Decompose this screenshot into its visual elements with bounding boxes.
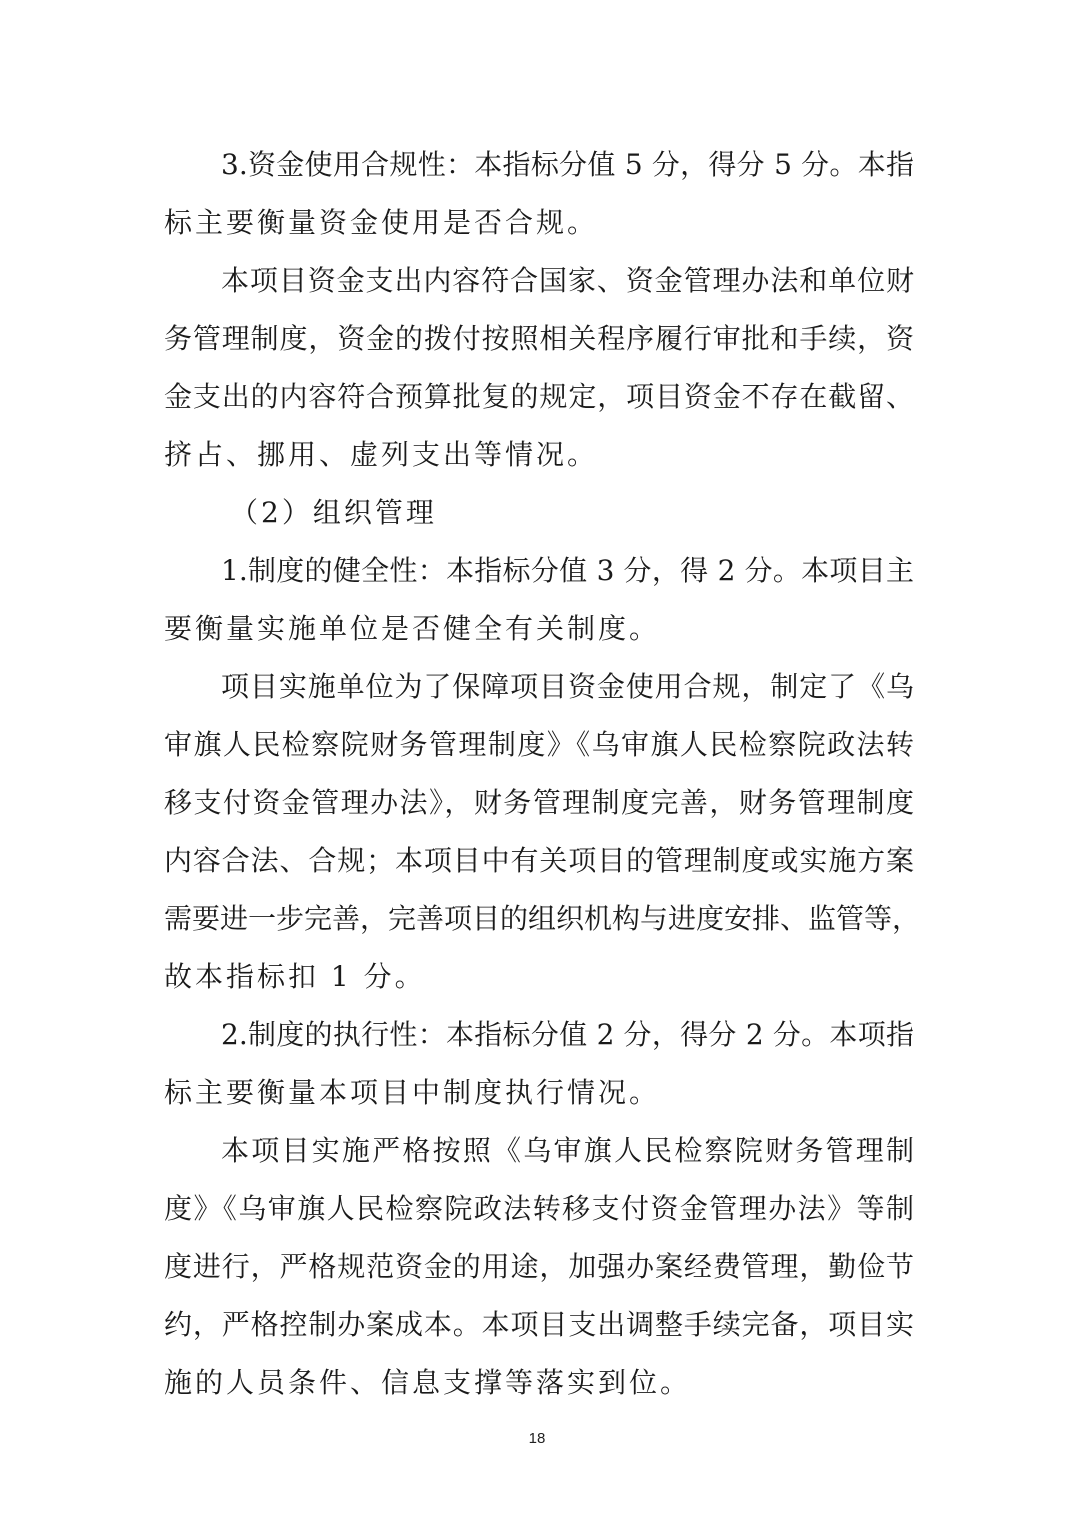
document-body bbox=[164, 136, 921, 1412]
paragraph-line: 审旗人民检察院财务管理制度》《乌审旗人民检察院政法转 bbox=[164, 728, 914, 761]
paragraph-line: 金支出的内容符合预算批复的规定，项目资金不存在截留、 bbox=[164, 380, 914, 413]
paragraph-line: 3.资金使用合规性：本指标分值 5 分，得分 5 分。本指 bbox=[221, 148, 914, 181]
paragraph-line: 故本指标扣 1 分。 bbox=[164, 960, 426, 993]
paragraph-line: 务管理制度，资金的拨付按照相关程序履行审批和手续，资 bbox=[164, 322, 914, 355]
paragraph-line: 标主要衡量资金使用是否合规。 bbox=[164, 206, 599, 239]
paragraph-line: 项目实施单位为了保障项目资金使用合规，制定了《乌 bbox=[221, 670, 914, 703]
paragraph-line: 约，严格控制办案成本。本项目支出调整手续完备，项目实 bbox=[164, 1308, 914, 1341]
paragraph-line: 本项目实施严格按照《乌审旗人民检察院财务管理制 bbox=[221, 1134, 914, 1167]
paragraph-line: 施的人员条件、信息支撑等落实到位。 bbox=[164, 1366, 692, 1399]
paragraph-line: 标主要衡量本项目中制度执行情况。 bbox=[164, 1076, 661, 1109]
paragraph-line: 移支付资金管理办法》，财务管理制度完善，财务管理制度 bbox=[164, 786, 914, 819]
paragraph-line: 挤占、挪用、虚列支出等情况。 bbox=[164, 438, 599, 471]
paragraph-line: 2.制度的执行性：本指标分值 2 分，得分 2 分。本项指 bbox=[221, 1018, 914, 1051]
page-number: 18 bbox=[528, 1430, 546, 1447]
section-heading: （2）组织管理 bbox=[230, 496, 437, 529]
paragraph-line: 要衡量实施单位是否健全有关制度。 bbox=[164, 612, 661, 645]
paragraph-line: 1.制度的健全性：本指标分值 3 分，得 2 分。本项目主 bbox=[221, 554, 914, 587]
paragraph-line: 度进行，严格规范资金的用途，加强办案经费管理，勤俭节 bbox=[164, 1250, 914, 1283]
paragraph-line: 度》《乌审旗人民检察院政法转移支付资金管理办法》等制 bbox=[164, 1192, 914, 1225]
paragraph-line: 内容合法、合规；本项目中有关项目的管理制度或实施方案 bbox=[164, 844, 914, 877]
paragraph-line: 需要进一步完善，完善项目的组织机构与进度安排、监管等， bbox=[164, 902, 921, 935]
paragraph-line: 本项目资金支出内容符合国家、资金管理办法和单位财 bbox=[221, 264, 914, 297]
